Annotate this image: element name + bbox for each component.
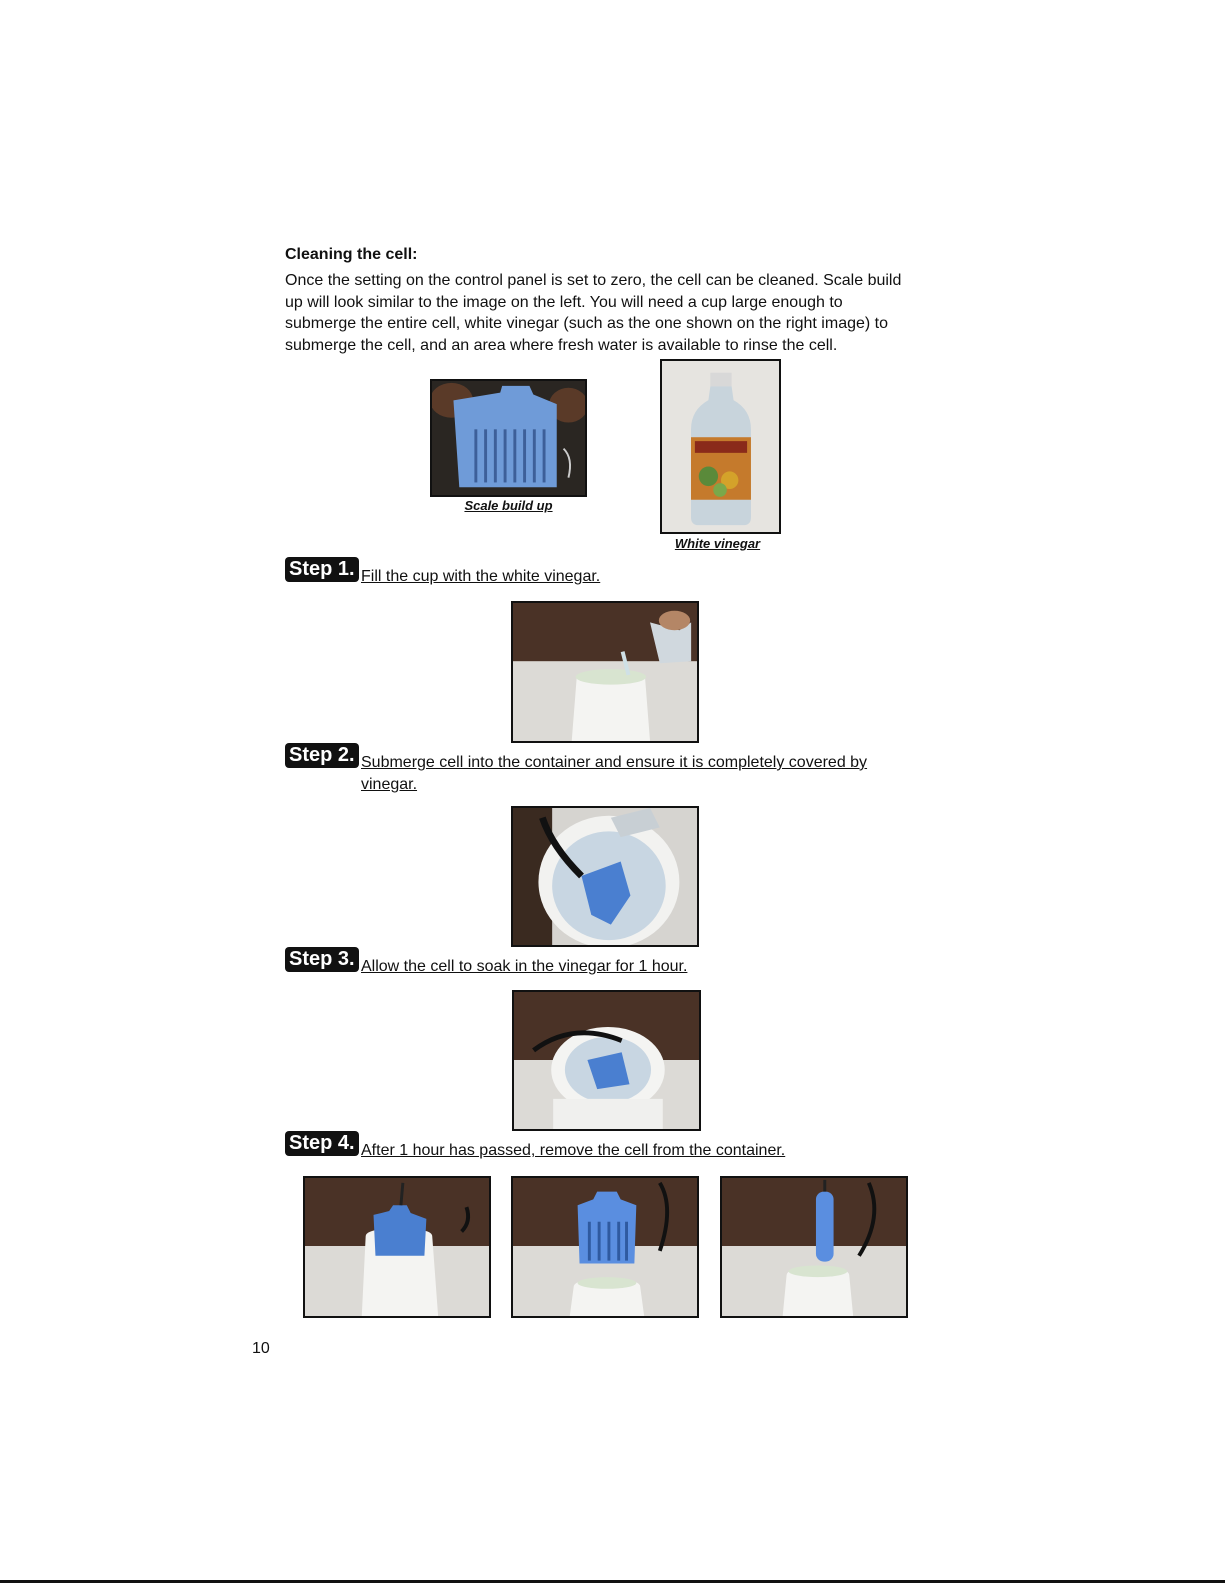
step-4-photo-2 xyxy=(511,1176,699,1318)
step-4-photo-3 xyxy=(720,1176,908,1318)
step-4-badge: Step 4. xyxy=(285,1131,359,1156)
step-1-badge: Step 1. xyxy=(285,557,359,582)
scale-buildup-photo xyxy=(430,379,587,497)
step-2-photo xyxy=(511,806,699,947)
step-3-text: Allow the cell to soak in the vinegar for 1 hour. xyxy=(361,958,688,975)
intro-paragraph: Once the setting on the control panel is set to zero, the cell can be cleaned. Scale build up will look similar to the image on the left. You will need a cup large enough to submerge the entire cell, white vinegar (such as the one shown on the right image) to submerge the cell, and an area where fresh water is available to rinse the cell. xyxy=(285,272,902,354)
step-2-badge: Step 2. xyxy=(285,743,359,768)
caption-scale-build-up: Scale build up xyxy=(464,498,553,513)
step-3-photo xyxy=(512,990,701,1131)
bottom-rule xyxy=(0,1580,1225,1583)
step-1-text: Fill the cup with the white vinegar. xyxy=(361,568,601,585)
step-2-text: Submerge cell into the container and ensure it is completely covered by vinegar. xyxy=(361,754,868,793)
caption-white-vinegar: White vinegar xyxy=(674,536,761,551)
section-heading: Cleaning the cell: xyxy=(285,246,418,263)
step-3-badge: Step 3. xyxy=(285,947,359,972)
step-4-text: After 1 hour has passed, remove the cell from the container. xyxy=(361,1142,786,1159)
white-vinegar-photo xyxy=(660,359,781,534)
page-number: 10 xyxy=(252,1340,270,1357)
step-4-photo-1 xyxy=(303,1176,491,1318)
step-1-photo xyxy=(511,601,699,743)
